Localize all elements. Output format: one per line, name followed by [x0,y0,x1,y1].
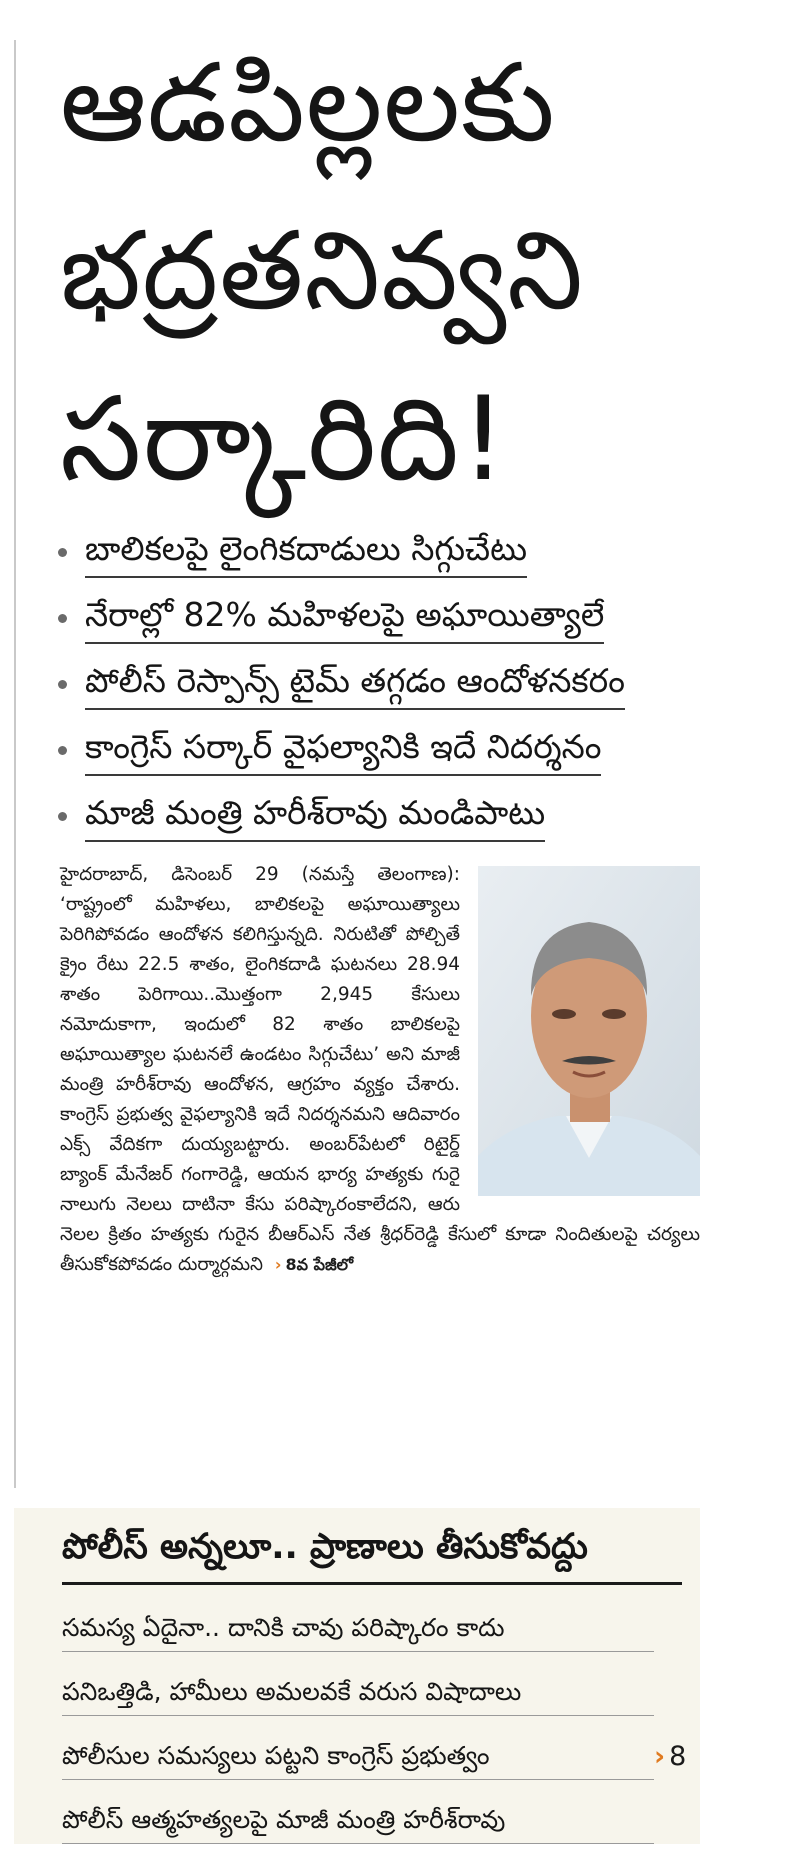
related-point-text: సమస్య ఏదైనా.. దానికి చావు పరిష్కారం కాదు [62,1608,654,1652]
article-dateline: హైదరాబాద్, డిసెంబర్ 29 (నమస్తే తెలంగాణ): [60,864,460,885]
column-rule [14,40,16,1488]
headline-line-1: ఆడపిల్లలకు [60,41,556,166]
bullet-dot-icon [58,614,67,623]
article-text: ‘రాష్ట్రంలో మహిళలు, బాలికలపై అఘాయిత్యాలు పెరిగిపోవడం ఆందోళన కలిగిస్తున్నది. నిరుటితో పోల్చితే క్రైం రేటు 22.5 శాతం, లైంగికదాడి ఘటనలు 28.94 శాతం పెరిగాయి..మొత్తంగా 2,945 కేసులు నమోదుకాగా, ఇందులో 82 శాతం బాలికలపై అఘాయిత్యాల ఘటనలే ఉండటం సిగ్గుచేటు’ అని మాజీ మంత్రి హరీశ్‌రావు ఆందోళన, ఆగ్రహం వ్యక్తం చేశారు. కాంగ్రెస్ ప్రభుత్వ వైఫల్యానికి ఇదే నిదర్శనమని ఆదివారం ఎక్స్ వేదికగా దుయ్యబట్టారు. అంబర్‌పేటలో రిటైర్డ్ బ్యాంక్ మేనేజర్ గంగారెడ్డి, ఆయన భార్య హత్యకు గురై నాలుగు నెలలు దాటినా కేసు పరిష్కారంకాలేదని, ఆరు నెలల క్రితం హత్యకు గురైన బీఆర్‌ఎస్ నేత శ్రీధర్‌రెడ్డి కేసులో కూడా నిందితులపై చర్యలు తీసుకోకపోవడం దుర్మార్గమని [60,894,700,1275]
list-item [62,1652,662,1716]
chevron-right-icon: › [274,1255,282,1274]
related-story-title: పోలీస్ అన్నలూ.. ప్రాణాలు తీసుకోవద్దు [62,1527,588,1567]
list-item [62,1716,662,1780]
related-point-text: పోలీస్ ఆత్మహత్యలపై మాజీ మంత్రి హరీశ్‌రావు [62,1800,654,1844]
list-item [62,1588,662,1652]
bullet-text: నేరాల్లో 82% మహిళలపై అఘాయిత్యాలే [85,590,604,644]
page-reference-number: 8 [669,1741,687,1772]
bullet-item [52,512,692,578]
article-body [60,860,700,1280]
headline [60,20,700,524]
bullet-item [52,710,692,776]
bullet-dot-icon [58,746,67,755]
related-story-box [14,1508,700,1844]
bullet-text: పోలీస్ రెస్పాన్స్ టైమ్ తగ్గడం ఆందోళనకరం [85,656,625,710]
page-reference-link[interactable] [654,1741,686,1772]
continue-link[interactable] [269,1255,353,1274]
bullet-text: బాలికలపై లైంగికదాడులు సిగ్గుచేటు [85,524,527,578]
related-point-text: పనిఒత్తిడి, హామీలు అమలవకే వరుస విషాదాలు [62,1672,654,1716]
related-point-text: పోలీసుల సమస్యలు పట్టని కాంగ్రెస్ ప్రభుత్వం [62,1736,654,1780]
portrait-photo [478,866,700,1196]
continue-label: 8వ పేజీలో [285,1255,354,1274]
bullet-text: కాంగ్రెస్ సర్కార్ వైఫల్యానికి ఇదే నిదర్శనం [85,722,601,776]
bullet-item [52,578,692,644]
bullet-dot-icon [58,680,67,689]
bullet-text: మాజీ మంత్రి హరీశ్‌రావు మండిపాటు [85,788,545,842]
headline-line-3: సర్కారిది! [60,372,508,507]
bullet-dot-icon [58,548,67,557]
summary-bullets [52,512,692,842]
portrait-illustration [478,866,700,1196]
list-item [62,1780,662,1844]
bullet-item [52,776,692,842]
related-story-points [62,1588,662,1844]
bullet-dot-icon [58,812,67,821]
bullet-item [52,644,692,710]
chevron-right-icon: › [654,1741,666,1772]
divider [62,1582,682,1585]
headline-line-2: భద్రతనివ్వని [60,209,584,334]
